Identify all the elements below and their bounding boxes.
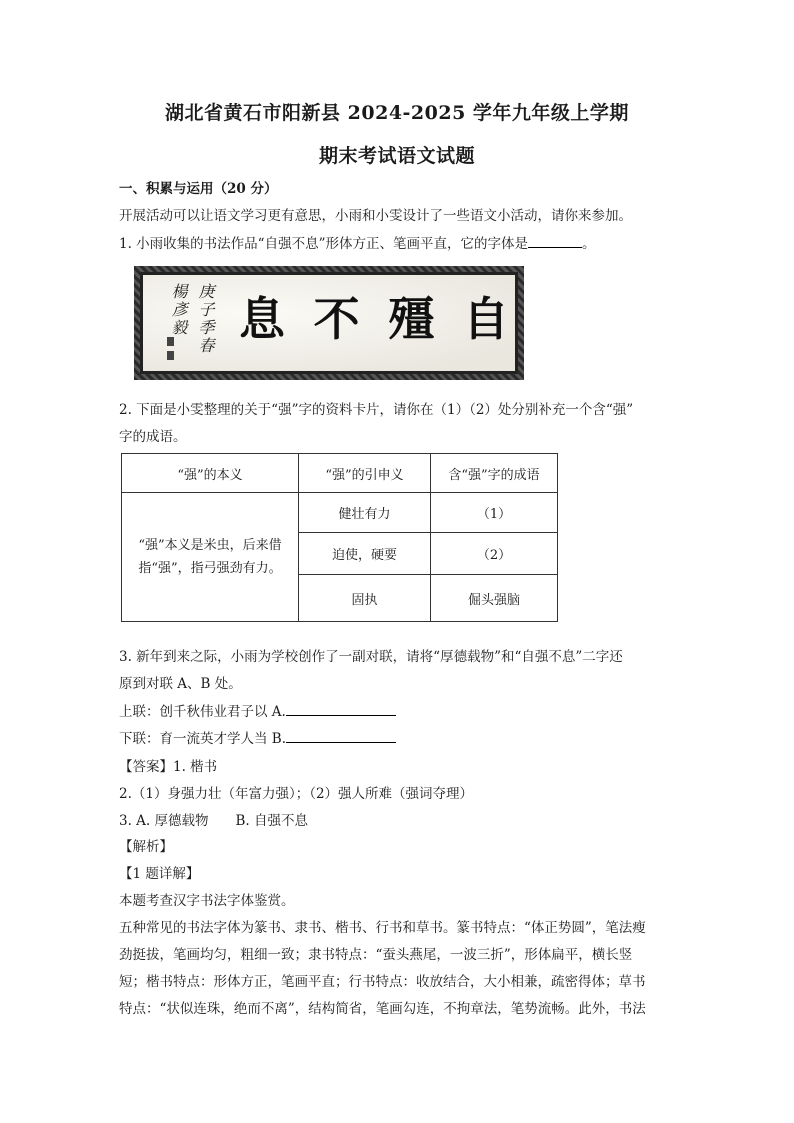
calligraphy-plaque [134, 266, 524, 380]
calligraphy-inscription [167, 283, 217, 363]
meaning-cell: 迫使，硬要 [299, 533, 431, 575]
title-line-2: 期末考试语文试题 [318, 145, 475, 167]
calligraphy-paper [140, 272, 518, 374]
section1-heading: 一、积累与运用（20 分） [119, 181, 278, 197]
idiom-cell: 倔头强脑 [431, 575, 558, 622]
calligraphy-char-2: 不 [313, 292, 360, 346]
seal-stamp [167, 337, 174, 346]
calligraphy-char-1: 息 [239, 292, 285, 346]
question-2-line-1: 2. 下面是小雯整理的关于“强”字的资料卡片，请你在（1）（2）处分别补充一个含“强” [119, 402, 634, 418]
header-idiom: 含“强”字的成语 [431, 454, 558, 493]
calligraphy-characters [239, 289, 509, 349]
table-header-row [122, 454, 558, 493]
intro-text: 开展活动可以让语文学习更有意思，小雨和小雯设计了一些语文小活动，请你来参加。 [119, 208, 632, 224]
meaning-cell: 固执 [299, 575, 431, 622]
question-3-line-2: 原到对联 A、B 处。 [119, 676, 242, 692]
paragraph-line: 劲挺拔，笔画均匀，粗细一致；隶书特点：“蚕头燕尾，一波三折”，形体扁平，横长竖 [119, 947, 633, 963]
table-row [122, 493, 558, 533]
original-meaning-cell: “强”本义是米虫，后来借指“强”，指弓强劲有力。 [122, 493, 299, 622]
answer-blank [528, 233, 582, 248]
inscription-signature: 楊彥毅 [169, 283, 188, 337]
idiom-cell: （1） [431, 493, 558, 533]
question-3-line-1: 3. 新年到来之际，小雨为学校创作了一副对联，请将“厚德载物”和“自强不息”二字还 [119, 649, 623, 665]
inscription-date: 庚子季春 [196, 283, 215, 355]
title-line-1: 湖北省黄石市阳新县 2024-2025 学年九年级上学期 [165, 102, 629, 124]
header-original-meaning: “强”的本义 [122, 454, 299, 493]
question-2-line-2: 字的成语。 [119, 429, 187, 445]
paragraph-line: 特点：“状似连珠，绝而不离”，结构简省，笔画勾连，不拘章法，笔势流畅。此外，书法 [119, 1001, 646, 1017]
detail-label: 【1 题详解】 [119, 866, 200, 882]
couplet-lower-text: 下联：育一流英才学人当 B. [119, 731, 287, 747]
seal-stamp-2 [167, 351, 174, 360]
couplet-upper-blank [286, 701, 396, 716]
detail-intro: 本题考查汉字书法字体鉴赏。 [119, 893, 295, 909]
question-1 [119, 233, 679, 254]
answer-line-2: 2.（1）身强力壮（年富力强）；（2）强人所难（强词夺理） [119, 786, 474, 802]
paragraph-line: 五种常见的书法字体为篆书、隶书、楷书、行书和草书。篆书特点：“体正势圆”，笔法瘦 [119, 920, 646, 936]
calligraphy-char-3: 殭 [388, 292, 435, 346]
couplet-lower [119, 728, 679, 749]
character-info-table [121, 453, 558, 622]
answer-line-3: 3. A. 厚德载物 B. 自强不息 [119, 813, 309, 829]
idiom-cell: （2） [431, 533, 558, 575]
paragraph-line: 短；楷书特点：形体方正，笔画平直；行书特点：收放结合，大小相兼，疏密得体；草书 [119, 974, 646, 990]
answer-line-1: 【答案】1. 楷书 [119, 759, 218, 775]
meaning-cell: 健壮有力 [299, 493, 431, 533]
couplet-upper-text: 上联：创千秋伟业君子以 A. [119, 704, 286, 720]
calligraphy-char-4: 自 [462, 292, 509, 346]
question-1-text: 1. 小雨收集的书法作品“自强不息”形体方正、笔画平直，它的字体是 [119, 236, 528, 252]
analysis-label: 【解析】 [119, 839, 173, 855]
couplet-lower-blank [286, 728, 396, 743]
question-1-end: 。 [581, 236, 596, 252]
header-extended-meaning: “强”的引申义 [299, 454, 431, 493]
couplet-upper [119, 701, 679, 722]
